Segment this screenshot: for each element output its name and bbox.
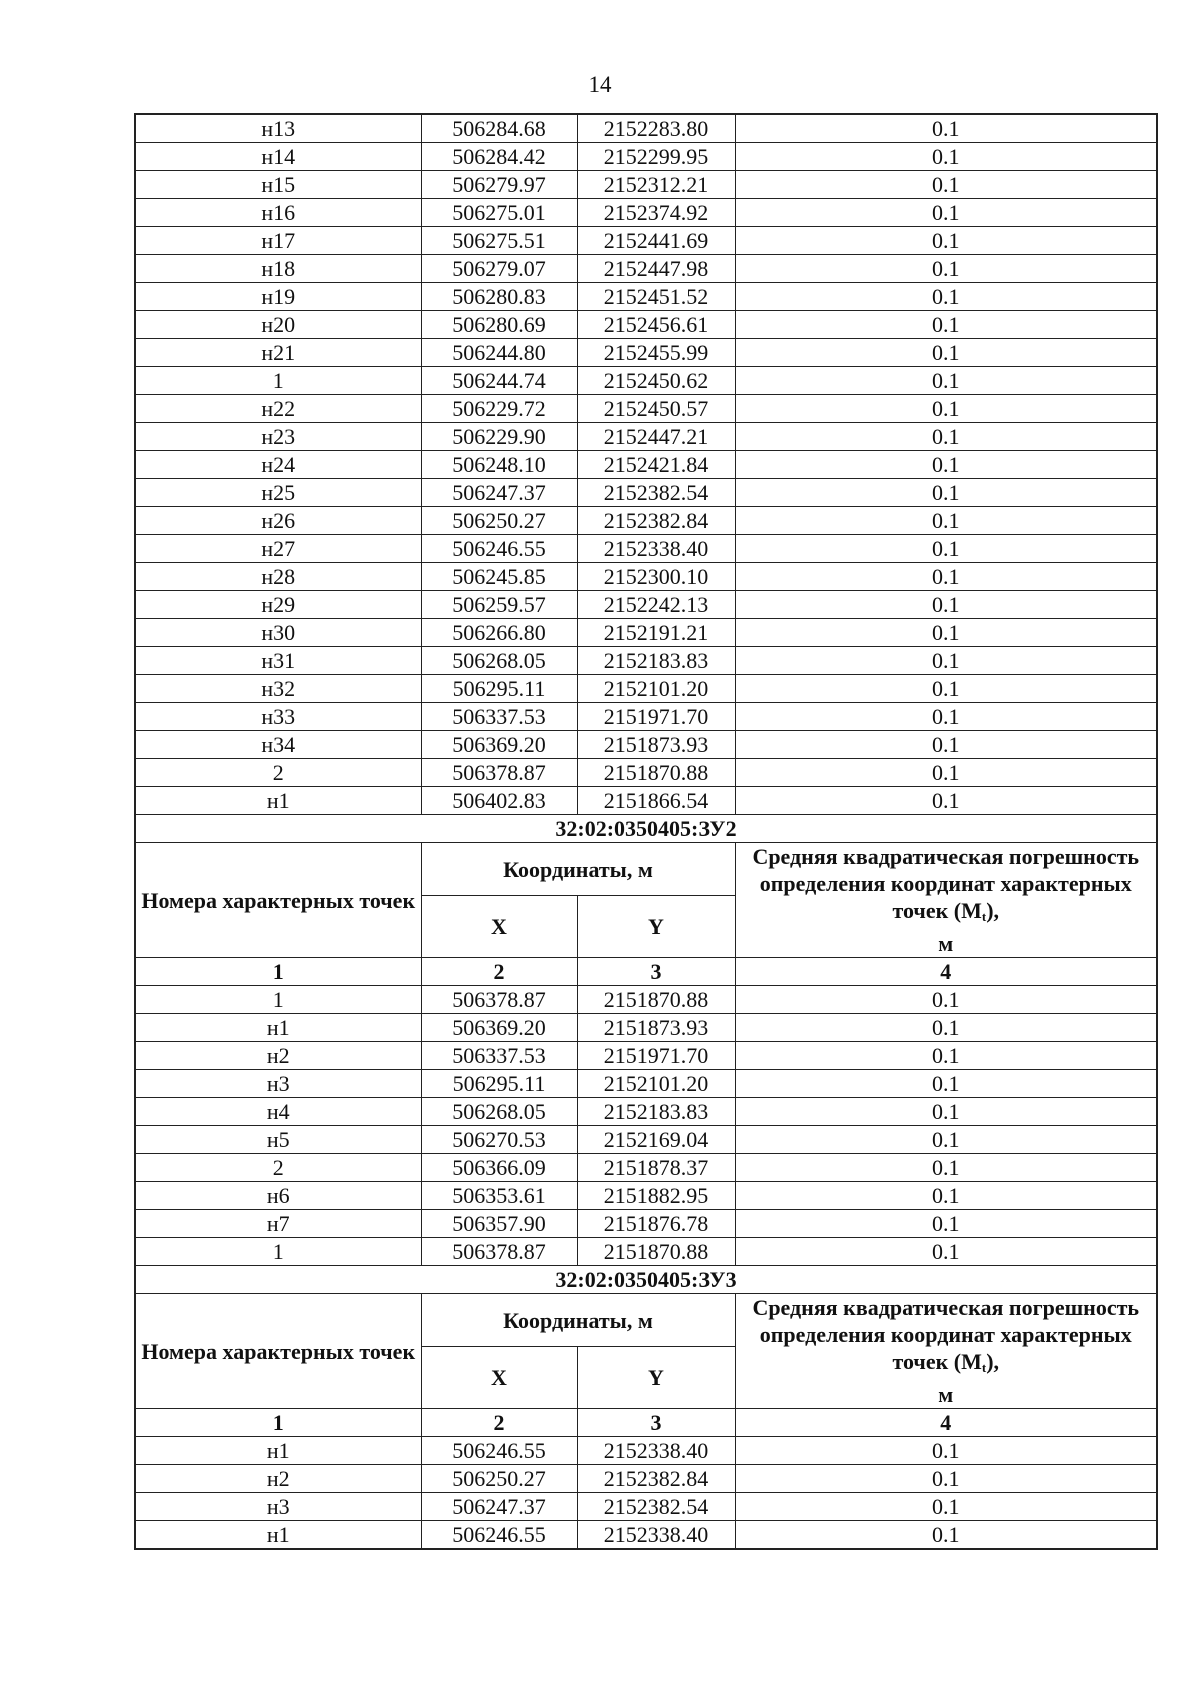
point-cell: н25 — [135, 479, 421, 507]
x-cell: 506280.69 — [421, 311, 577, 339]
accuracy-cell: 0.1 — [735, 114, 1157, 143]
y-cell: 2152382.84 — [577, 1465, 735, 1493]
column-number: 1 — [135, 958, 421, 986]
accuracy-header-subscript: t — [981, 909, 987, 924]
accuracy-cell: 0.1 — [735, 395, 1157, 423]
table-row — [135, 143, 1157, 171]
table-row — [135, 563, 1157, 591]
point-cell: н15 — [135, 171, 421, 199]
point-cell: н32 — [135, 675, 421, 703]
coords-header: Координаты, м — [421, 1294, 735, 1347]
x-cell: 506275.01 — [421, 199, 577, 227]
table-row — [135, 114, 1157, 143]
accuracy-cell: 0.1 — [735, 1126, 1157, 1154]
y-cell: 2152447.21 — [577, 423, 735, 451]
table-row — [135, 986, 1157, 1014]
y-cell: 2152447.98 — [577, 255, 735, 283]
y-cell: 2152421.84 — [577, 451, 735, 479]
table-row — [135, 535, 1157, 563]
table-row — [135, 339, 1157, 367]
x-cell: 506295.11 — [421, 1070, 577, 1098]
y-cell: 2152456.61 — [577, 311, 735, 339]
accuracy-header-unit: м — [938, 1382, 954, 1407]
accuracy-header-subscript: t — [981, 1360, 987, 1375]
point-cell: н20 — [135, 311, 421, 339]
table-row — [135, 255, 1157, 283]
y-cell: 2151971.70 — [577, 1042, 735, 1070]
x-cell: 506378.87 — [421, 986, 577, 1014]
column-number-row — [135, 958, 1157, 986]
point-cell: н30 — [135, 619, 421, 647]
section-title: 32:02:0350405:ЗУ2 — [135, 815, 1157, 843]
point-cell: н27 — [135, 535, 421, 563]
y-cell: 2151870.88 — [577, 759, 735, 787]
table-row — [135, 1437, 1157, 1465]
table-row — [135, 1014, 1157, 1042]
accuracy-header — [735, 1294, 1157, 1409]
table-row — [135, 1182, 1157, 1210]
y-cell: 2151876.78 — [577, 1210, 735, 1238]
y-cell: 2152455.99 — [577, 339, 735, 367]
accuracy-header-text: Средняя квадратическая погрешность определения координат характерных точек (M — [752, 1295, 1140, 1374]
accuracy-cell: 0.1 — [735, 423, 1157, 451]
table-row — [135, 311, 1157, 339]
accuracy-header-unit: м — [938, 931, 954, 956]
column-number: 4 — [735, 958, 1157, 986]
x-cell: 506244.80 — [421, 339, 577, 367]
point-cell: н18 — [135, 255, 421, 283]
x-cell: 506270.53 — [421, 1126, 577, 1154]
table-row — [135, 703, 1157, 731]
accuracy-cell: 0.1 — [735, 451, 1157, 479]
table-row — [135, 1210, 1157, 1238]
table-row — [135, 787, 1157, 815]
coords-header: Координаты, м — [421, 843, 735, 896]
y-cell: 2152441.69 — [577, 227, 735, 255]
x-cell: 506357.90 — [421, 1210, 577, 1238]
y-cell: 2152183.83 — [577, 1098, 735, 1126]
section-title-row — [135, 815, 1157, 843]
y-cell: 2152169.04 — [577, 1126, 735, 1154]
accuracy-cell: 0.1 — [735, 731, 1157, 759]
y-cell: 2152299.95 — [577, 143, 735, 171]
x-cell: 506250.27 — [421, 1465, 577, 1493]
accuracy-cell: 0.1 — [735, 1182, 1157, 1210]
x-cell: 506246.55 — [421, 1521, 577, 1550]
point-cell: н17 — [135, 227, 421, 255]
x-cell: 506279.97 — [421, 171, 577, 199]
y-cell: 2151873.93 — [577, 731, 735, 759]
accuracy-cell: 0.1 — [735, 986, 1157, 1014]
table-row — [135, 1098, 1157, 1126]
point-cell: н6 — [135, 1182, 421, 1210]
x-cell: 506369.20 — [421, 1014, 577, 1042]
accuracy-cell: 0.1 — [735, 311, 1157, 339]
column-number: 2 — [421, 1409, 577, 1437]
x-cell: 506366.09 — [421, 1154, 577, 1182]
accuracy-header-tail: ), — [986, 898, 1000, 923]
point-cell: н1 — [135, 1014, 421, 1042]
table-row — [135, 171, 1157, 199]
table-row — [135, 619, 1157, 647]
accuracy-cell: 0.1 — [735, 563, 1157, 591]
accuracy-cell: 0.1 — [735, 1465, 1157, 1493]
y-cell: 2152300.10 — [577, 563, 735, 591]
table-row — [135, 1238, 1157, 1266]
y-cell: 2152338.40 — [577, 1437, 735, 1465]
y-cell: 2151866.54 — [577, 787, 735, 815]
section-title: 32:02:0350405:ЗУ3 — [135, 1266, 1157, 1294]
points-header: Номера характерных точек — [135, 843, 421, 958]
point-cell: н23 — [135, 423, 421, 451]
y-cell: 2152191.21 — [577, 619, 735, 647]
y-cell: 2152382.84 — [577, 507, 735, 535]
y-cell: 2151873.93 — [577, 1014, 735, 1042]
point-cell: н1 — [135, 787, 421, 815]
point-cell: н4 — [135, 1098, 421, 1126]
y-cell: 2152382.54 — [577, 1493, 735, 1521]
point-cell: н26 — [135, 507, 421, 535]
y-cell: 2152451.52 — [577, 283, 735, 311]
accuracy-cell: 0.1 — [735, 199, 1157, 227]
accuracy-cell: 0.1 — [735, 1210, 1157, 1238]
table-row — [135, 367, 1157, 395]
accuracy-cell: 0.1 — [735, 1042, 1157, 1070]
accuracy-cell: 0.1 — [735, 1154, 1157, 1182]
accuracy-header-tail: ), — [986, 1349, 1000, 1374]
point-cell: н7 — [135, 1210, 421, 1238]
accuracy-cell: 0.1 — [735, 227, 1157, 255]
points-header: Номера характерных точек — [135, 1294, 421, 1409]
x-cell: 506402.83 — [421, 787, 577, 815]
x-cell: 506378.87 — [421, 1238, 577, 1266]
x-cell: 506248.10 — [421, 451, 577, 479]
x-cell: 506369.20 — [421, 731, 577, 759]
point-cell: н34 — [135, 731, 421, 759]
point-cell: н22 — [135, 395, 421, 423]
y-cell: 2151878.37 — [577, 1154, 735, 1182]
table-row — [135, 1042, 1157, 1070]
y-cell: 2151870.88 — [577, 1238, 735, 1266]
accuracy-header-text: Средняя квадратическая погрешность определения координат характерных точек (M — [752, 844, 1140, 923]
accuracy-cell: 0.1 — [735, 647, 1157, 675]
point-cell: н19 — [135, 283, 421, 311]
accuracy-header — [735, 843, 1157, 958]
point-cell: н31 — [135, 647, 421, 675]
accuracy-cell: 0.1 — [735, 1070, 1157, 1098]
x-cell: 506266.80 — [421, 619, 577, 647]
y-cell: 2152450.62 — [577, 367, 735, 395]
y-cell: 2152450.57 — [577, 395, 735, 423]
x-cell: 506268.05 — [421, 1098, 577, 1126]
point-cell: н24 — [135, 451, 421, 479]
section-title-row — [135, 1266, 1157, 1294]
x-cell: 506247.37 — [421, 479, 577, 507]
column-number: 1 — [135, 1409, 421, 1437]
header-row — [135, 1294, 1157, 1347]
y-cell: 2152338.40 — [577, 535, 735, 563]
x-cell: 506259.57 — [421, 591, 577, 619]
table-row — [135, 1070, 1157, 1098]
point-cell: н28 — [135, 563, 421, 591]
accuracy-cell: 0.1 — [735, 1098, 1157, 1126]
point-cell: н2 — [135, 1042, 421, 1070]
accuracy-cell: 0.1 — [735, 171, 1157, 199]
x-cell: 506279.07 — [421, 255, 577, 283]
x-cell: 506275.51 — [421, 227, 577, 255]
table-row — [135, 283, 1157, 311]
y-cell: 2152242.13 — [577, 591, 735, 619]
accuracy-cell: 0.1 — [735, 255, 1157, 283]
table-row — [135, 1465, 1157, 1493]
point-cell: н33 — [135, 703, 421, 731]
accuracy-cell: 0.1 — [735, 759, 1157, 787]
x-cell: 506268.05 — [421, 647, 577, 675]
accuracy-cell: 0.1 — [735, 787, 1157, 815]
point-cell: 1 — [135, 367, 421, 395]
table-row — [135, 1493, 1157, 1521]
page-number: 14 — [588, 72, 612, 97]
y-cell: 2152283.80 — [577, 114, 735, 143]
column-number-row — [135, 1409, 1157, 1437]
column-number: 3 — [577, 1409, 735, 1437]
y-cell: 2151971.70 — [577, 703, 735, 731]
accuracy-cell: 0.1 — [735, 143, 1157, 171]
table-row — [135, 647, 1157, 675]
accuracy-cell: 0.1 — [735, 339, 1157, 367]
accuracy-cell: 0.1 — [735, 703, 1157, 731]
x-cell: 506284.42 — [421, 143, 577, 171]
accuracy-cell: 0.1 — [735, 1521, 1157, 1550]
x-cell: 506245.85 — [421, 563, 577, 591]
column-number: 2 — [421, 958, 577, 986]
table-row — [135, 591, 1157, 619]
accuracy-cell: 0.1 — [735, 591, 1157, 619]
table-row — [135, 199, 1157, 227]
x-cell: 506247.37 — [421, 1493, 577, 1521]
y-cell: 2152312.21 — [577, 171, 735, 199]
table-row — [135, 423, 1157, 451]
coordinates-table — [134, 113, 1158, 1550]
accuracy-cell: 0.1 — [735, 507, 1157, 535]
y-cell: 2151882.95 — [577, 1182, 735, 1210]
table-row — [135, 479, 1157, 507]
x-cell: 506378.87 — [421, 759, 577, 787]
y-cell: 2152101.20 — [577, 675, 735, 703]
x-cell: 506337.53 — [421, 1042, 577, 1070]
x-cell: 506229.72 — [421, 395, 577, 423]
column-number: 4 — [735, 1409, 1157, 1437]
accuracy-cell: 0.1 — [735, 1437, 1157, 1465]
table-row — [135, 507, 1157, 535]
y-cell: 2152101.20 — [577, 1070, 735, 1098]
x-header: X — [421, 896, 577, 958]
y-header: Y — [577, 1347, 735, 1409]
x-header: X — [421, 1347, 577, 1409]
point-cell: н5 — [135, 1126, 421, 1154]
accuracy-cell: 0.1 — [735, 1014, 1157, 1042]
x-cell: 506250.27 — [421, 507, 577, 535]
table-row — [135, 1154, 1157, 1182]
accuracy-cell: 0.1 — [735, 535, 1157, 563]
y-cell: 2151870.88 — [577, 986, 735, 1014]
x-cell: 506284.68 — [421, 114, 577, 143]
x-cell: 506229.90 — [421, 423, 577, 451]
x-cell: 506280.83 — [421, 283, 577, 311]
x-cell: 506295.11 — [421, 675, 577, 703]
point-cell: н29 — [135, 591, 421, 619]
column-number: 3 — [577, 958, 735, 986]
point-cell: н14 — [135, 143, 421, 171]
accuracy-cell: 0.1 — [735, 1238, 1157, 1266]
accuracy-cell: 0.1 — [735, 479, 1157, 507]
point-cell: н3 — [135, 1493, 421, 1521]
table-row — [135, 675, 1157, 703]
y-cell: 2152183.83 — [577, 647, 735, 675]
table-row — [135, 731, 1157, 759]
y-cell: 2152382.54 — [577, 479, 735, 507]
point-cell: н1 — [135, 1521, 421, 1550]
point-cell: н13 — [135, 114, 421, 143]
accuracy-cell: 0.1 — [735, 1493, 1157, 1521]
point-cell: н16 — [135, 199, 421, 227]
table-row — [135, 1126, 1157, 1154]
y-cell: 2152338.40 — [577, 1521, 735, 1550]
table-row — [135, 395, 1157, 423]
accuracy-cell: 0.1 — [735, 283, 1157, 311]
point-cell: н3 — [135, 1070, 421, 1098]
x-cell: 506337.53 — [421, 703, 577, 731]
table-row — [135, 451, 1157, 479]
x-cell: 506353.61 — [421, 1182, 577, 1210]
y-header: Y — [577, 896, 735, 958]
accuracy-cell: 0.1 — [735, 619, 1157, 647]
point-cell: 2 — [135, 1154, 421, 1182]
x-cell: 506246.55 — [421, 535, 577, 563]
point-cell: н1 — [135, 1437, 421, 1465]
point-cell: н2 — [135, 1465, 421, 1493]
accuracy-cell: 0.1 — [735, 367, 1157, 395]
table-row — [135, 227, 1157, 255]
point-cell: 1 — [135, 1238, 421, 1266]
point-cell: н21 — [135, 339, 421, 367]
table-row — [135, 759, 1157, 787]
x-cell: 506246.55 — [421, 1437, 577, 1465]
table-row — [135, 1521, 1157, 1550]
accuracy-cell: 0.1 — [735, 675, 1157, 703]
point-cell: 1 — [135, 986, 421, 1014]
y-cell: 2152374.92 — [577, 199, 735, 227]
header-row — [135, 843, 1157, 896]
point-cell: 2 — [135, 759, 421, 787]
x-cell: 506244.74 — [421, 367, 577, 395]
